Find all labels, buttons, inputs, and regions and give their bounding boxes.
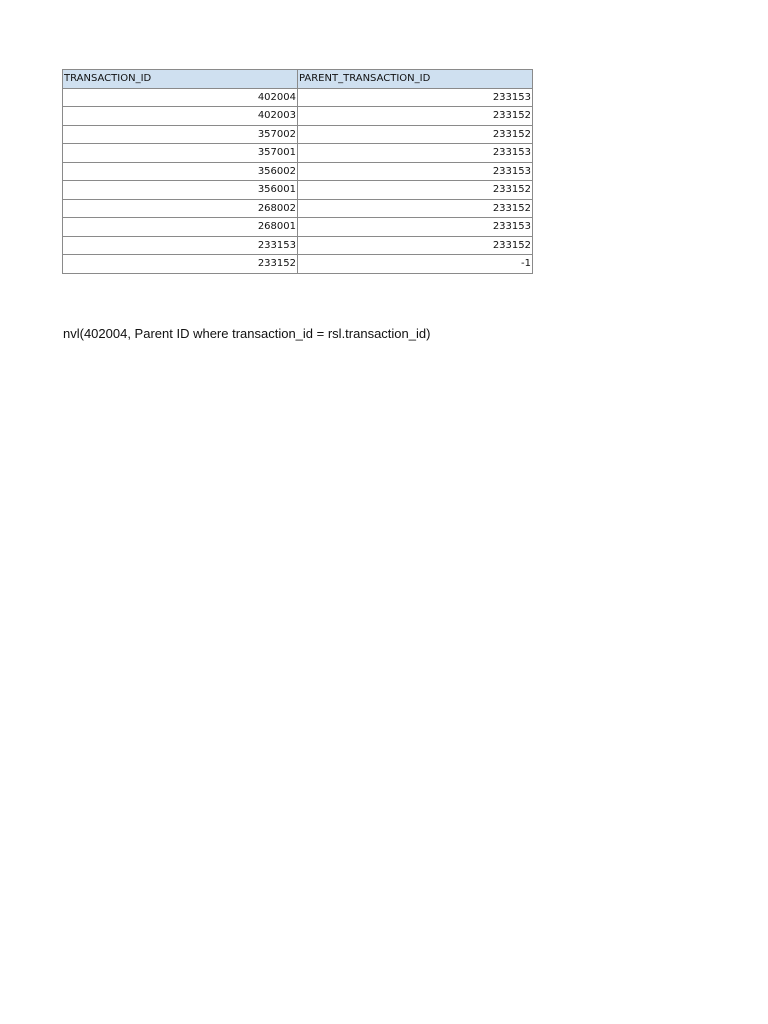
table-row <box>63 107 533 126</box>
cell-transaction-id: 357002 <box>63 125 298 144</box>
table-row <box>63 162 533 181</box>
table-header-row <box>63 70 533 89</box>
transaction-table <box>62 69 533 274</box>
cell-transaction-id: 356002 <box>63 162 298 181</box>
table-row <box>63 88 533 107</box>
table-row <box>63 255 533 274</box>
cell-transaction-id: 268001 <box>63 218 298 237</box>
table-row <box>63 199 533 218</box>
cell-transaction-id: 356001 <box>63 181 298 200</box>
table-row <box>63 181 533 200</box>
cell-parent-transaction-id: 233153 <box>298 144 533 163</box>
cell-parent-transaction-id: 233153 <box>298 162 533 181</box>
cell-transaction-id: 233153 <box>63 236 298 255</box>
header-transaction-id: TRANSACTION_ID <box>63 70 298 89</box>
cell-parent-transaction-id: 233152 <box>298 125 533 144</box>
cell-parent-transaction-id: 233153 <box>298 218 533 237</box>
cell-parent-transaction-id: 233152 <box>298 107 533 126</box>
header-parent-transaction-id: PARENT_TRANSACTION_ID <box>298 70 533 89</box>
table-row <box>63 236 533 255</box>
table-row <box>63 125 533 144</box>
cell-transaction-id: 402003 <box>63 107 298 126</box>
table-row <box>63 218 533 237</box>
cell-parent-transaction-id: 233153 <box>298 88 533 107</box>
table-row <box>63 144 533 163</box>
cell-transaction-id: 402004 <box>63 88 298 107</box>
cell-transaction-id: 233152 <box>63 255 298 274</box>
cell-parent-transaction-id: 233152 <box>298 199 533 218</box>
cell-parent-transaction-id: 233152 <box>298 236 533 255</box>
cell-parent-transaction-id: 233152 <box>298 181 533 200</box>
formula-note: nvl(402004, Parent ID where transaction_id = rsl.transaction_id) <box>63 326 431 341</box>
cell-transaction-id: 268002 <box>63 199 298 218</box>
cell-parent-transaction-id: -1 <box>298 255 533 274</box>
cell-transaction-id: 357001 <box>63 144 298 163</box>
